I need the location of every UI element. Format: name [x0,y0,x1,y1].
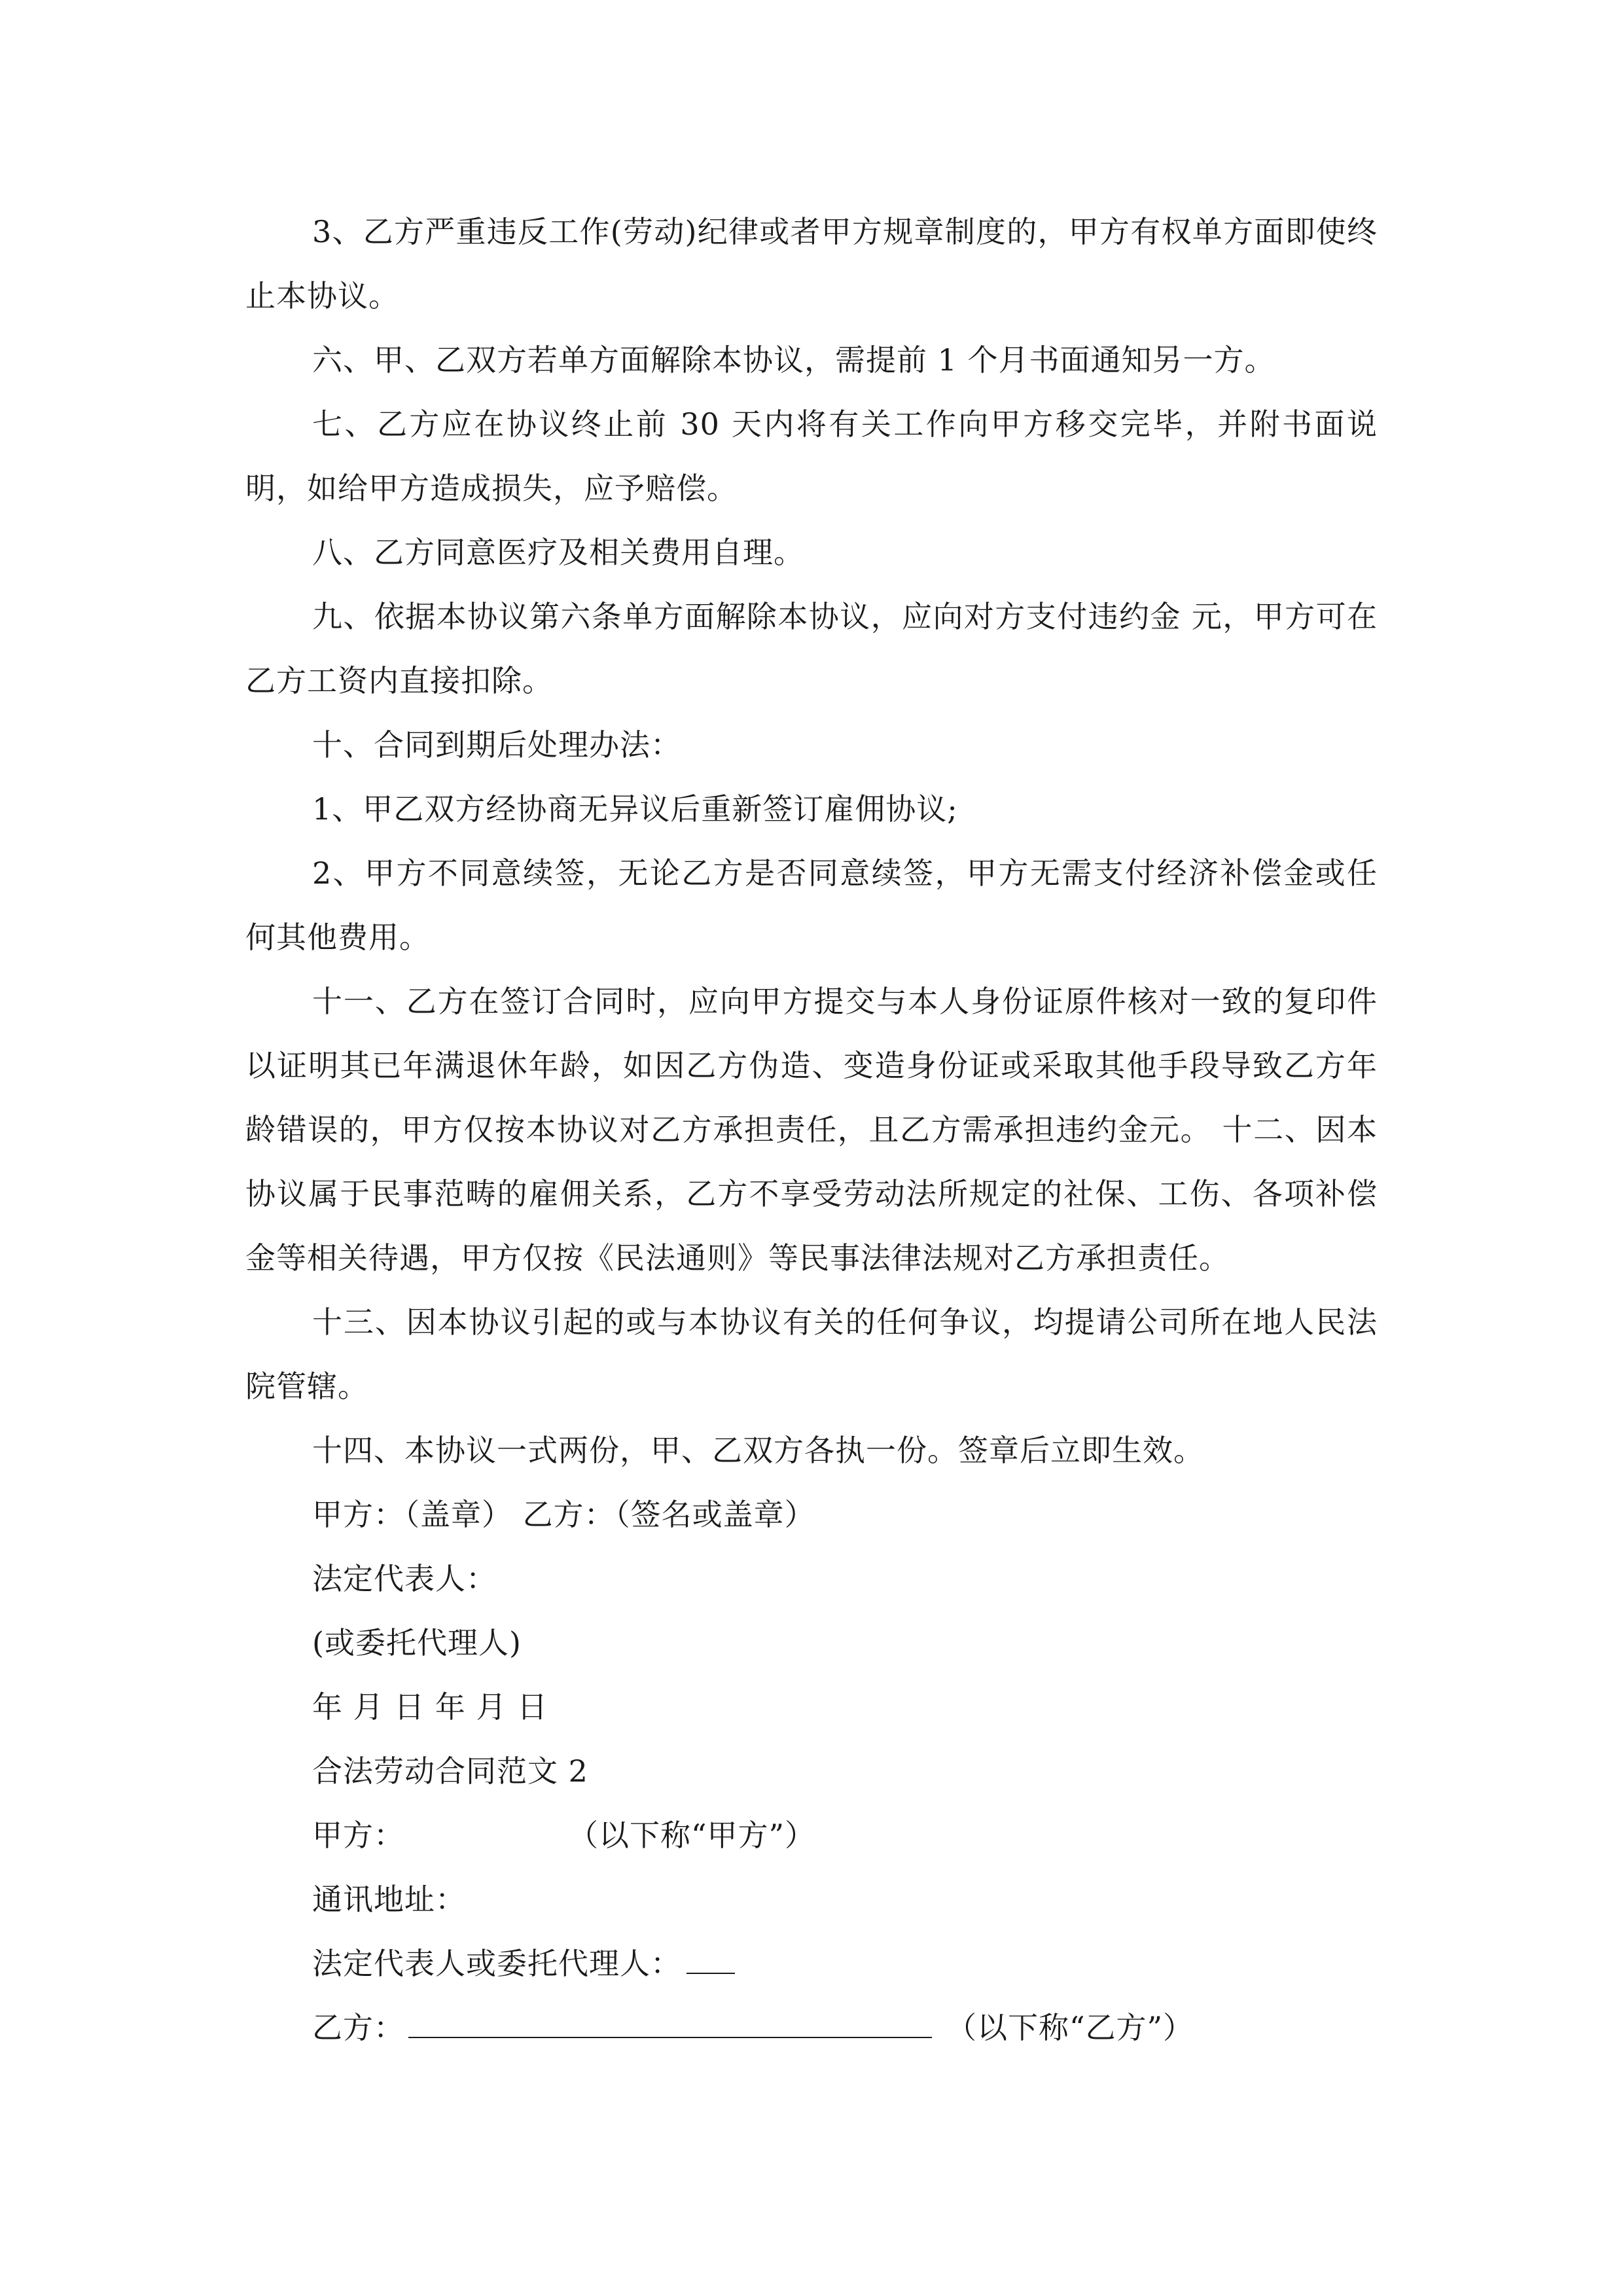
clause-paragraph: 六、甲、乙双方若单方面解除本协议，需提前 1 个月书面通知另一方。 [312,342,1275,378]
clause-paragraph: 七、乙方应在协议终止前 30 天内将有关工作向甲方移交完毕，并附书面说明，如给甲方造成损失，应予赔偿。 [245,406,1378,506]
representative-line [245,1931,1378,1996]
party-b-blank [408,2011,932,2038]
clause-paragraph: 3、乙方严重违反工作(劳动)纪律或者甲方规章制度的，甲方有权单方面即使终止本协议。 [245,214,1378,314]
signature-date-line: 年 月 日 年 月 日 [312,1689,548,1725]
party-a-line [245,1803,1378,1867]
address-line: 通讯地址： [312,1882,466,1917]
party-a-label: 甲方： [312,1818,404,1853]
signature-representative-line: 法定代表人： [312,1561,497,1596]
clause-paragraph: 1、甲乙双方经协商无异议后重新签订雇佣协议; [312,791,958,827]
representative-blank [687,1946,735,1974]
party-b-line [245,1996,1378,2060]
clause-paragraph: 2、甲方不同意续签，无论乙方是否同意续签，甲方无需支付经济补偿金或任何其他费用。 [245,855,1378,955]
party-a-suffix: （以下称“甲方”） [568,1818,816,1853]
clause-paragraph: 十三、因本协议引起的或与本协议有关的任何争议，均提请公司所在地人民法院管辖。 [245,1304,1378,1404]
clause-paragraph: 十、合同到期后处理办法： [312,727,681,762]
clause-paragraph: 九、依据本协议第六条单方面解除本协议，应向对方支付违约金 元，甲方可在乙方工资内直接扣除。 [245,599,1378,698]
representative-label: 法定代表人或委托代理人： [312,1946,681,1981]
clause-paragraph: 十一、乙方在签订合同时，应向甲方提交与本人身份证原件核对一致的复印件以证明其已年满退休年龄，如因乙方伪造、变造身份证或采取其他手段导致乙方年龄错误的，甲方仅按本协议对乙方承担责任，且乙方需承担违约金元。 十二、因本协议属于民事范畴的雇佣关系，乙方不享受劳动法所规定的社保、工伤、各项补偿金等相关待遇，甲方仅按《民法通则》等民事法律法规对乙方承担责任。 [245,984,1378,1276]
party-b-suffix: （以下称“乙方”） [946,2010,1194,2045]
document-body [245,200,1378,2060]
party-b-label: 乙方： [312,2010,404,2045]
contract-2-title: 合法劳动合同范文 2 [312,1753,588,1789]
clause-paragraph: 八、乙方同意医疗及相关费用自理。 [312,535,804,570]
signature-parties-line: 甲方：（盖章） 乙方：（签名或盖章） [312,1497,815,1532]
clause-paragraph: 十四、本协议一式两份，甲、乙双方各执一份。签章后立即生效。 [312,1433,1204,1468]
signature-agent-line: (或委托代理人) [312,1625,522,1660]
